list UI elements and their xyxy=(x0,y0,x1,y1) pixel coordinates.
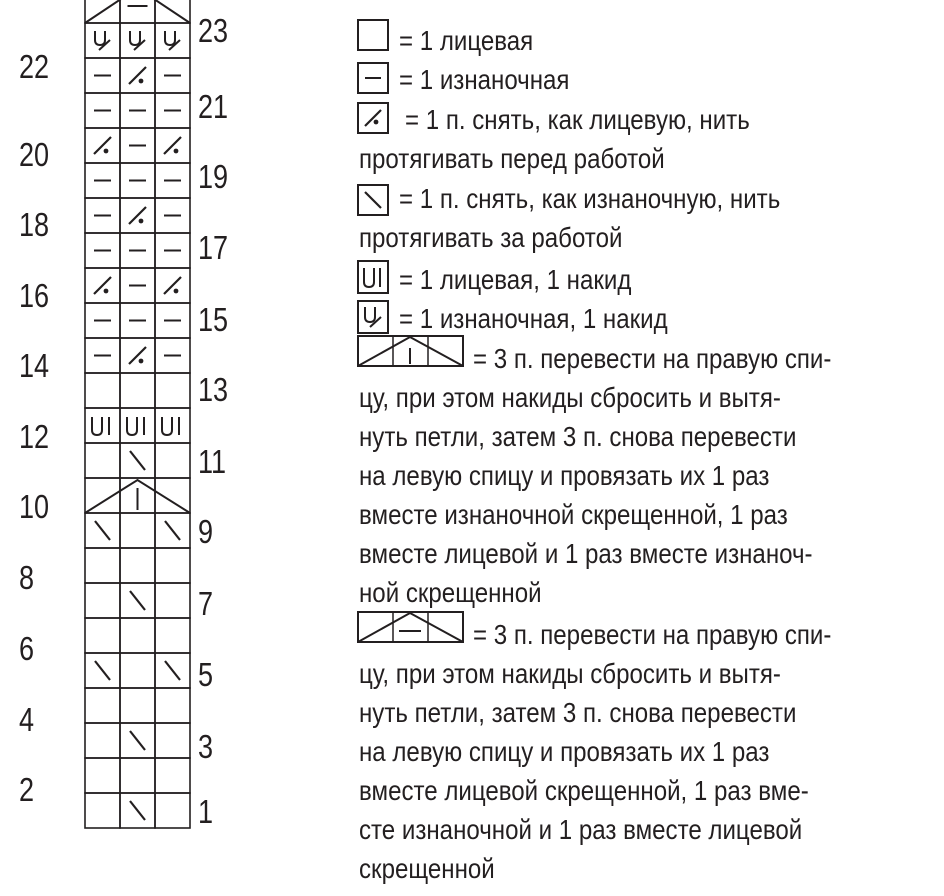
chart-cell xyxy=(85,758,120,793)
slip-knitwise-dot-icon xyxy=(139,79,144,84)
legend-cluster-knit-line2: цу, при этом накиды сбросить и вытя- xyxy=(359,382,781,413)
slip-purlwise-icon xyxy=(165,521,180,540)
row-number-left: 6 xyxy=(19,630,35,667)
slip-knitwise-icon xyxy=(94,137,111,154)
row-number-right: 13 xyxy=(198,371,229,408)
row-number-left: 10 xyxy=(19,488,50,525)
slip-purlwise-icon xyxy=(130,451,145,470)
chart-cell xyxy=(155,373,190,408)
chart-cell xyxy=(85,723,120,758)
chart-cell xyxy=(85,793,120,828)
chart-cell xyxy=(120,513,155,548)
slip-knitwise-icon xyxy=(129,347,146,364)
row-number-right: 1 xyxy=(198,793,214,830)
slip-purlwise-icon xyxy=(95,661,110,680)
chart-cell xyxy=(85,443,120,478)
slip-knitwise-icon xyxy=(357,102,389,134)
row-number-right: 21 xyxy=(198,88,229,125)
row-number-left: 20 xyxy=(19,136,50,173)
slip-knitwise-dot-icon xyxy=(104,149,109,154)
chart-cell xyxy=(120,653,155,688)
slip-knitwise-dot-icon xyxy=(174,289,179,294)
legend-cluster-knit-line5: вместе изнаночной скрещенной, 1 раз xyxy=(359,499,788,530)
legend-purl-yarnover: = 1 изнаночная, 1 накид xyxy=(399,303,668,334)
slip-knitwise-dot-icon xyxy=(139,359,144,364)
legend-purl: = 1 изнаночная xyxy=(399,64,570,95)
row-number-right: 5 xyxy=(198,656,214,693)
chart-cell xyxy=(155,443,190,478)
slip-purlwise-icon xyxy=(357,184,389,216)
row-number-right: 7 xyxy=(198,585,214,622)
knit-yarnover-icon xyxy=(357,260,389,294)
legend-cluster-purl-line7: скрещенной xyxy=(359,853,495,884)
chart-cell xyxy=(155,618,190,653)
row-number-right: 17 xyxy=(198,229,229,266)
chart-cell xyxy=(155,23,190,58)
row-number-right: 11 xyxy=(198,443,227,480)
legend-cluster-knit-line1: = 3 п. перевести на правую спи- xyxy=(473,343,832,374)
slip-purlwise-icon xyxy=(130,731,145,750)
legend-cluster-purl-line1: = 3 п. перевести на правую спи- xyxy=(473,619,832,650)
legend-slip-purlwise-line1: = 1 п. снять, как изнаночную, нить xyxy=(399,183,781,214)
chart-cell xyxy=(155,793,190,828)
slip-purlwise-icon xyxy=(165,661,180,680)
slip-knitwise-dot-icon xyxy=(174,149,179,154)
legend-cluster-purl-line6: сте изнаночной и 1 раз вместе лицевой xyxy=(359,814,803,845)
chart-cell xyxy=(85,618,120,653)
slip-knitwise-icon xyxy=(164,277,181,294)
purl-symbol-icon xyxy=(357,62,389,94)
legend-cluster-knit-line7: ной скрещенной xyxy=(359,577,542,608)
legend-cluster-purl-line4: на левую спицу и провязать их 1 раз xyxy=(359,736,770,767)
chart-cell xyxy=(120,0,155,23)
chart-cell xyxy=(85,688,120,723)
chart-cell xyxy=(120,23,155,58)
row-number-left: 16 xyxy=(19,277,50,314)
chart-cell xyxy=(85,373,120,408)
row-number-left: 22 xyxy=(19,48,50,85)
cluster-bracket-icon xyxy=(85,0,190,23)
cluster-purl-center-icon xyxy=(357,610,465,644)
row-number-right: 15 xyxy=(198,301,229,338)
chart-cell xyxy=(85,23,120,58)
chart-cell xyxy=(120,373,155,408)
purl-yarnover-icon xyxy=(130,31,140,45)
chart-cell xyxy=(155,583,190,618)
legend-cluster-knit-line4: на левую спицу и провязать их 1 раз xyxy=(359,460,770,491)
knitting-chart xyxy=(0,0,260,896)
row-number-right: 3 xyxy=(198,728,214,765)
slip-knitwise-icon xyxy=(164,137,181,154)
knit-yarnover-icon xyxy=(92,417,102,435)
slip-purlwise-icon xyxy=(95,521,110,540)
chart-cell xyxy=(85,478,120,513)
legend-knit-yarnover: = 1 лицевая, 1 накид xyxy=(399,264,632,295)
chart-cell xyxy=(155,478,190,513)
row-number-right: 23 xyxy=(198,12,229,49)
chart-cell xyxy=(120,618,155,653)
row-number-right: 19 xyxy=(198,158,229,195)
chart-cell xyxy=(120,758,155,793)
knit-symbol-icon xyxy=(357,19,389,51)
row-number-left: 12 xyxy=(19,418,50,455)
slip-purlwise-icon xyxy=(130,801,145,820)
knit-yarnover-icon xyxy=(127,417,137,435)
purl-yarnover-icon xyxy=(95,31,105,45)
row-number-left: 14 xyxy=(19,347,50,384)
legend-cluster-purl-line2: цу, при этом накиды сбросить и вытя- xyxy=(359,658,781,689)
row-number-left: 4 xyxy=(19,701,35,738)
legend-cluster-knit-line3: нуть петли, затем 3 п. снова перевести xyxy=(359,421,797,452)
row-number-left: 2 xyxy=(19,771,35,808)
chart-cell xyxy=(120,688,155,723)
knit-yarnover-icon xyxy=(162,417,172,435)
chart-cell xyxy=(85,583,120,618)
legend-cluster-purl-line3: нуть петли, затем 3 п. снова перевести xyxy=(359,697,797,728)
chart-cell xyxy=(120,548,155,583)
purl-yarnover-icon xyxy=(165,31,175,45)
slip-purlwise-icon xyxy=(130,591,145,610)
chart-cell xyxy=(155,688,190,723)
chart-cell xyxy=(155,723,190,758)
row-number-left: 18 xyxy=(19,206,50,243)
slip-knitwise-dot-icon xyxy=(139,219,144,224)
row-number-right: 9 xyxy=(198,513,214,550)
cluster-knit-center-icon xyxy=(357,334,465,368)
legend-cluster-purl-line5: вместе лицевой скрещенной, 1 раз вме- xyxy=(359,775,809,806)
purl-yarnover-icon xyxy=(357,300,389,334)
slip-knitwise-icon xyxy=(129,207,146,224)
legend-knit: = 1 лицевая xyxy=(399,25,534,56)
chart-cell xyxy=(155,758,190,793)
legend-slip-knitwise-line2: протягивать перед работой xyxy=(359,143,665,174)
chart-cell xyxy=(155,548,190,583)
slip-knitwise-icon xyxy=(94,277,111,294)
row-number-left: 8 xyxy=(19,559,35,596)
legend-slip-knitwise-line1: = 1 п. снять, как лицевую, нить xyxy=(405,104,750,135)
legend-slip-purlwise-line2: протягивать за работой xyxy=(359,222,623,253)
legend-cluster-knit-line6: вместе лицевой и 1 раз вместе изнаноч- xyxy=(359,538,813,569)
slip-knitwise-dot-icon xyxy=(104,289,109,294)
chart-cell xyxy=(85,548,120,583)
slip-knitwise-icon xyxy=(129,67,146,84)
